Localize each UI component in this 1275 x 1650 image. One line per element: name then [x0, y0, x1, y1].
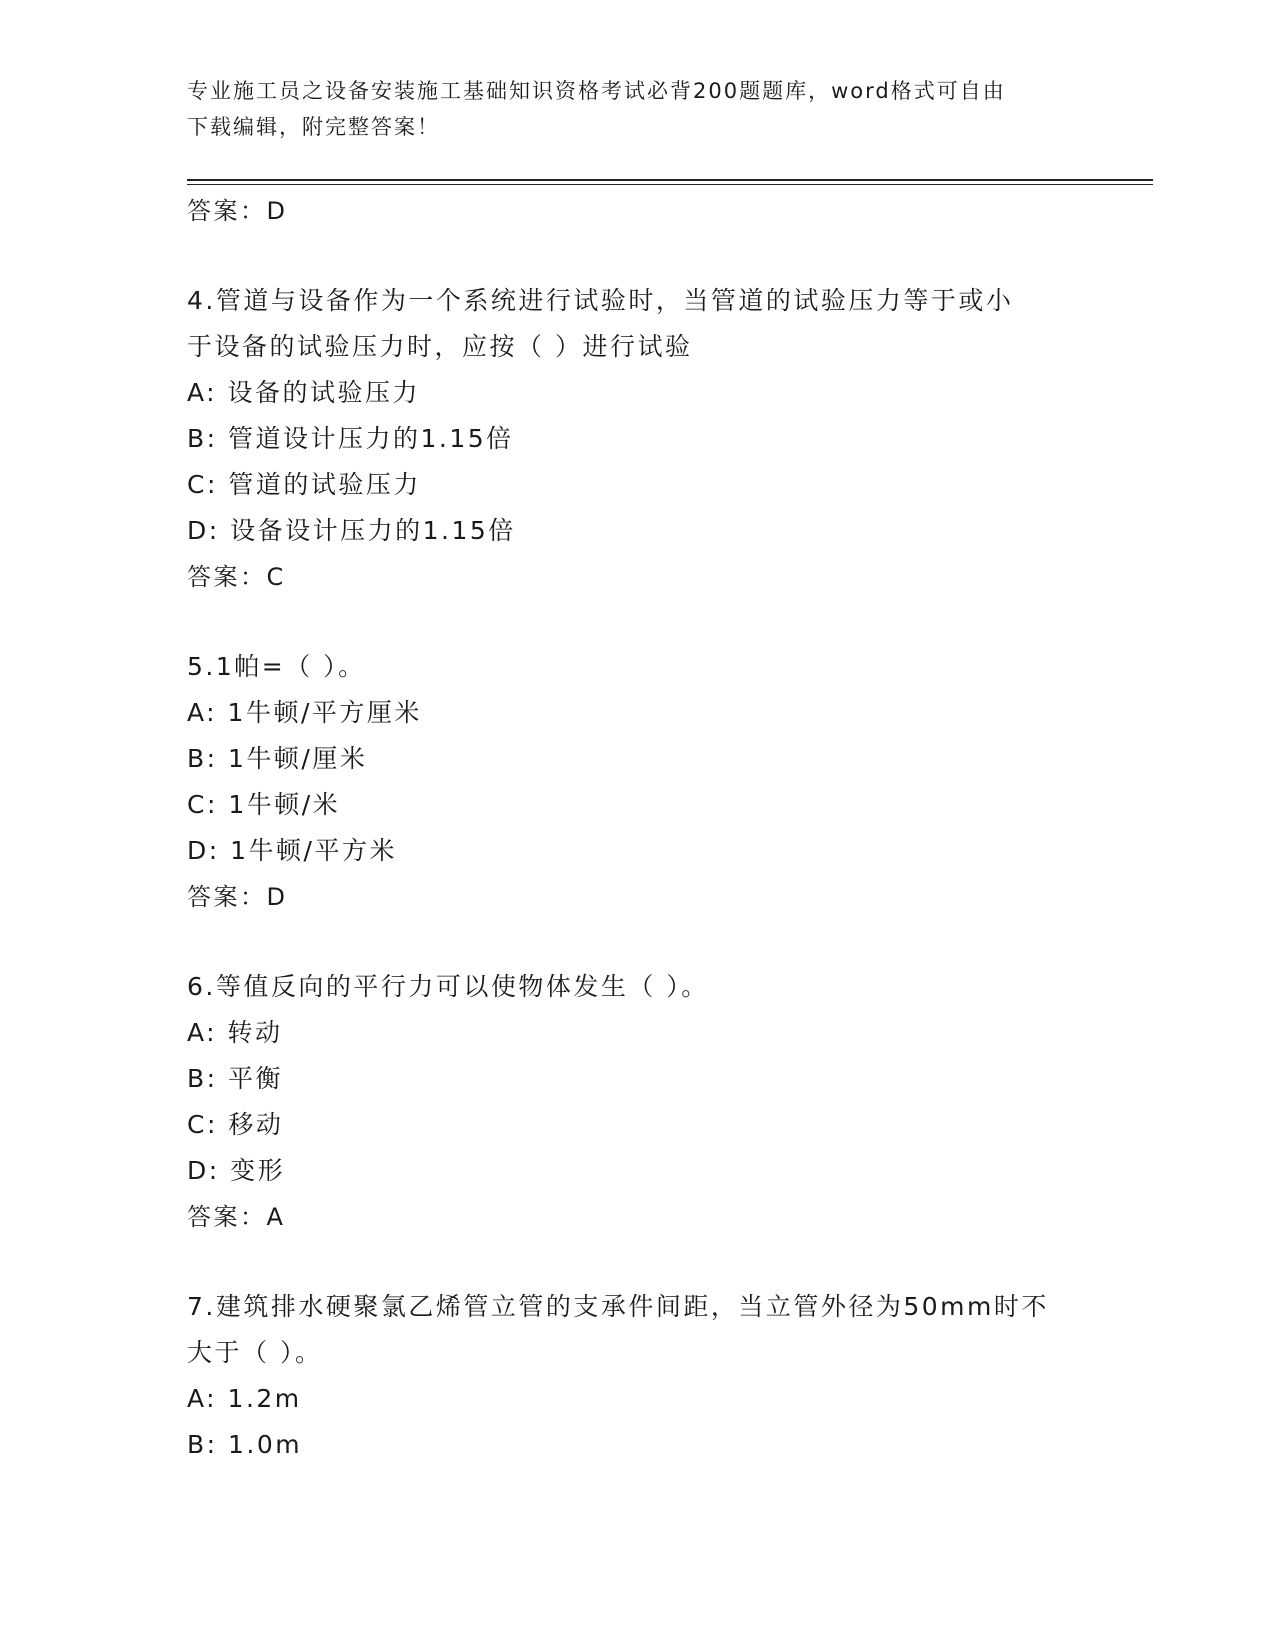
answer-line: 答案：C: [187, 563, 286, 591]
question-7: [187, 1284, 1087, 1468]
option-a: A: 1牛顿/平方厘米: [187, 698, 422, 727]
option-a: A: 1.2m: [187, 1384, 302, 1413]
document-header: [187, 73, 1087, 145]
header-divider-thick: [187, 179, 1153, 181]
option-d: D: 设备设计压力的1.15倍: [187, 516, 516, 545]
question-list: [187, 188, 1087, 1468]
option-c: C: 管道的试验压力: [187, 470, 421, 499]
question-stem: 6.等值反向的平行力可以使物体发生（ ）。: [187, 972, 709, 1001]
option-c: C: 1牛顿/米: [187, 790, 341, 819]
answer-line: 答案：D: [187, 197, 288, 225]
header-line-2: 下载编辑，附完整答案！: [187, 115, 440, 139]
option-b: B: 1.0m: [187, 1430, 303, 1459]
question-4: [187, 278, 1087, 600]
question-stem: 4.管道与设备作为一个系统进行试验时，当管道的试验压力等于或小: [187, 286, 1014, 315]
question-stem: 7.建筑排水硬聚氯乙烯管立管的支承件间距，当立管外径为50mm时不: [187, 1292, 1049, 1321]
option-d: D: 1牛顿/平方米: [187, 836, 397, 865]
option-b: B: 管道设计压力的1.15倍: [187, 424, 514, 453]
option-c: C: 移动: [187, 1110, 284, 1139]
option-b: B: 1牛顿/厘米: [187, 744, 368, 773]
option-a: A: 转动: [187, 1018, 283, 1047]
header-divider-thin: [187, 184, 1153, 185]
option-d: D: 变形: [187, 1156, 286, 1185]
answer-line: 答案：A: [187, 1203, 286, 1231]
question-stem: 大于（ ）。: [187, 1338, 323, 1367]
question-stem: 5.1帕=（ ）。: [187, 652, 366, 681]
question-stem: 于设备的试验压力时，应按（ ）进行试验: [187, 332, 693, 361]
option-a: A: 设备的试验压力: [187, 378, 421, 407]
question-5: [187, 644, 1087, 920]
question-6: [187, 964, 1087, 1240]
answer-line: 答案：D: [187, 883, 288, 911]
option-b: B: 平衡: [187, 1064, 284, 1093]
header-line-1: 专业施工员之设备安装施工基础知识资格考试必背200题题库，word格式可自由: [187, 79, 1006, 103]
